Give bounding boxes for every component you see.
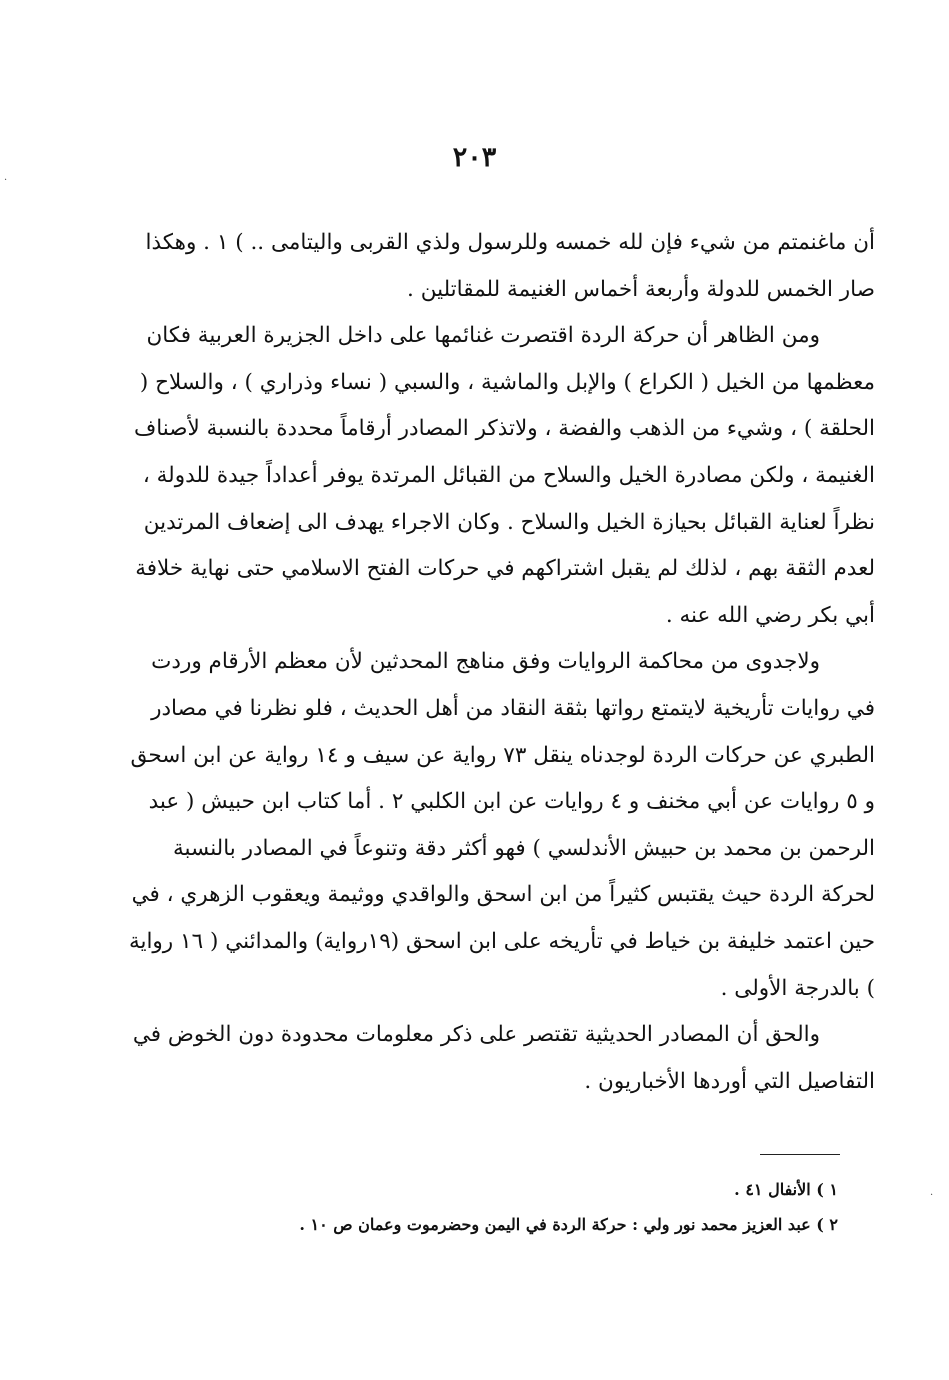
body-text xyxy=(118,220,875,1105)
paragraph: أن ماغنمتم من شيء فإن لله خمسه وللرسول ولذي القربى واليتامى .. ) ١ . وهكذا صار الخمس للدولة وأربعة أخماس الغنيمة للمقاتلين . xyxy=(145,230,875,302)
footnotes xyxy=(240,1180,838,1250)
paragraph: ولاجدوى من محاكمة الروايات وفق مناهج المحدثين لأن معظم الأرقام وردت في روايات تأريخية لايتمتع رواتها بثقة النقاد من أهل الحديث ، فلو نظرنا في مصادر الطبري عن حركات الردة لوجدناه ينقل ٧٣ رواية عن سيف و ١٤ رواية عن ابن اسحق و ٥ روايات عن أبي مخنف و ٤ روايات عن ابن الكلبي ٢ . أما كتاب ابن حبيش ( عبد الرحمن بن محمد بن حبيش الأندلسي ) فهو أكثر دقة وتنوعاً في المصادر بالنسبة لحركة الردة حيث يقتبس كثيراً من ابن اسحق والواقدي ووثيمة ويعقوب الزهري ، في حين اعتمد خليفة بن خياط في تأريخه على ابن اسحق (١٩رواية) والمدائني ( ١٦ رواية ) بالدرجة الأولى . xyxy=(128,649,875,1001)
scan-speck: · xyxy=(4,175,8,186)
scan-speck: · xyxy=(930,1190,934,1201)
page-number: ٢٠٣ xyxy=(452,142,497,173)
paragraph: ومن الظاهر أن حركة الردة اقتصرت غنائمها على داخل الجزيرة العربية فكان معظمها من الخيل ( الكراع ) والإبل والماشية ، والسبي ( نساء وذراري ) ، والسلاح ( الحلقة ) ، وشيء من الذهب والفضة ، ولاتذكر المصادر أرقاماً محددة بالنسبة لأصناف الغنيمة ، ولكن مصادرة الخيل والسلاح من القبائل المرتدة يوفر أعداداً جيدة للدولة ، نظراً لعناية القبائل بحيازة الخيل والسلاح . وكان الاجراء يهدف الى إضعاف المرتدين لعدم الثقة بهم ، لذلك لم يقبل اشتراكهم في حركات الفتح الاسلامي حتى نهاية خلافة أبي بكر رضي الله عنه . xyxy=(133,323,875,628)
paragraph: والحق أن المصادر الحديثية تقتصر على ذكر معلومات محدودة دون الخوض في التفاصيل التي أوردها الأخباريون . xyxy=(132,1022,875,1094)
footnote: ١ ) الأنفال ٤١ . xyxy=(734,1180,838,1199)
footnote-divider xyxy=(760,1154,840,1155)
footnote: ٢ ) عبد العزيز محمد نور ولي : حركة الردة في اليمن وحضرموت وعمان ص ١٠ . xyxy=(299,1215,838,1234)
